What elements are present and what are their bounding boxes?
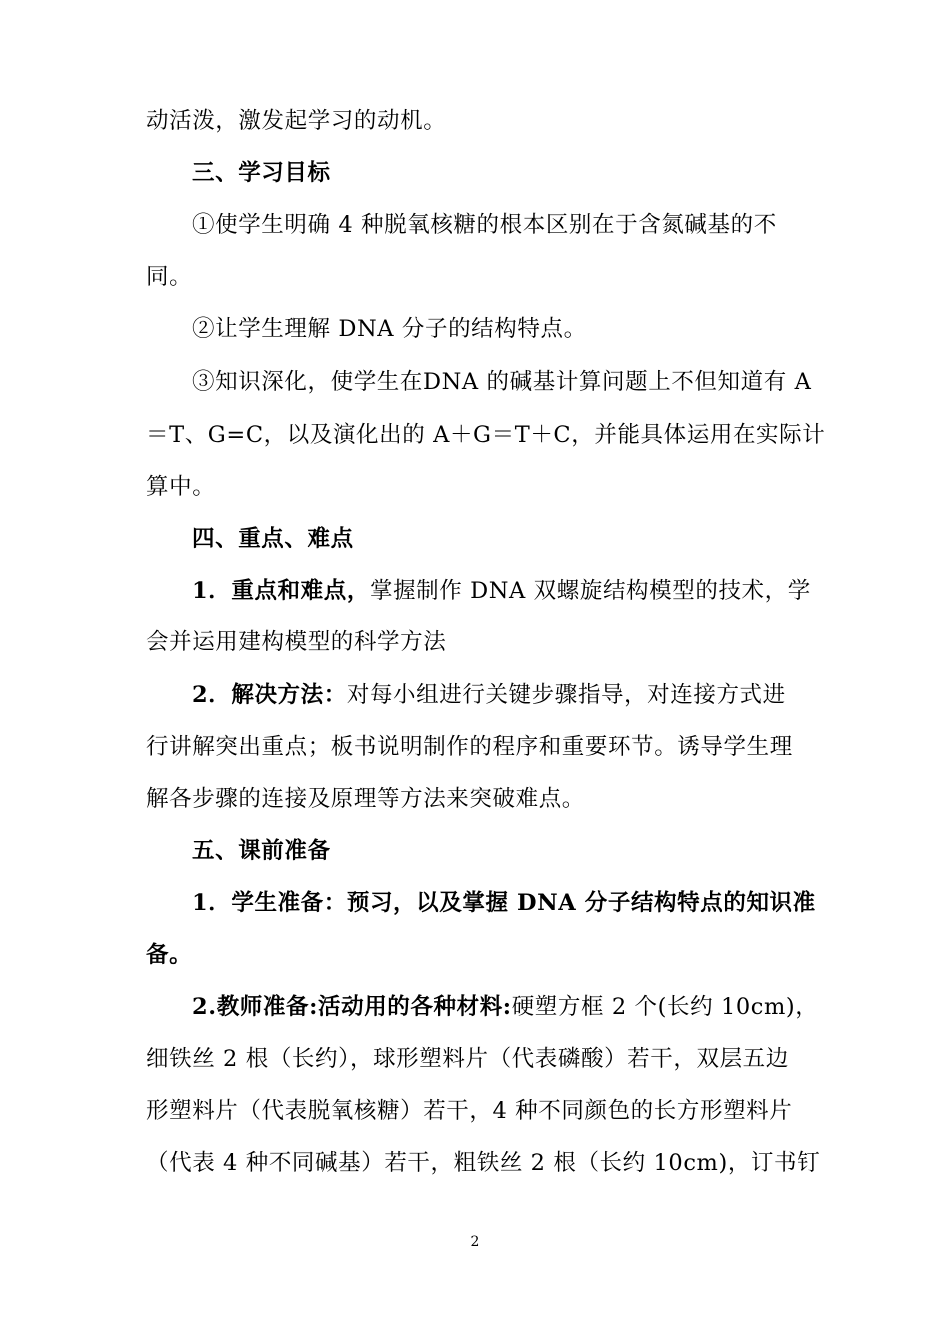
text-line: ＝T、G=C，以及演化出的 A＋G＝T＋C，并能具体运用在实际计 — [146, 422, 826, 448]
paragraph-text: 硬塑方框 2 个(长约 10cm)， — [511, 994, 819, 1020]
objective-item: ②让学生理解 DNA 分子的结构特点。 — [192, 316, 587, 342]
page-number: 2 — [470, 1234, 480, 1250]
text-line: 行讲解突出重点；板书说明制作的程序和重要环节。诱导学生理 — [146, 734, 793, 760]
text-line: 算中。 — [146, 474, 216, 500]
paragraph-lead: 2.教师准备:活动用的各种材料: — [192, 994, 512, 1020]
section-heading: 三、学习目标 — [192, 160, 331, 186]
paragraph-lead: 2．解决方法： — [192, 682, 347, 708]
text-line: 解各步骤的连接及原理等方法来突破难点。 — [146, 786, 585, 812]
paragraph-line — [192, 576, 811, 606]
paragraph-line: 1．学生准备：预习，以及掌握 DNA 分子结构特点的知识准 — [192, 890, 816, 916]
objective-item: ①使学生明确 4 种脱氧核糖的根本区别在于含氮碱基的不 — [192, 212, 777, 238]
text-line: 动活泼，激发起学习的动机。 — [146, 108, 447, 134]
paragraph-text: 对每小组进行关键步骤指导，对连接方式进 — [346, 682, 786, 708]
paragraph-line — [192, 992, 818, 1022]
paragraph-lead: 1．重点和难点， — [192, 578, 370, 604]
text-line: 同。 — [146, 264, 193, 290]
text-line: 备。 — [146, 942, 193, 968]
paragraph-text: 掌握制作 DNA 双螺旋结构模型的技术，学 — [369, 578, 811, 604]
text-line: 细铁丝 2 根（长约），球形塑料片（代表磷酸）若干，双层五边 — [146, 1046, 789, 1072]
section-heading: 五、课前准备 — [192, 838, 331, 864]
paragraph-line — [192, 680, 786, 710]
text-line: 会并运用建构模型的科学方法 — [146, 629, 447, 655]
text-line: 形塑料片（代表脱氧核糖）若干，4 种不同颜色的长方形塑料片 — [146, 1098, 793, 1124]
text-line: （代表 4 种不同碱基）若干，粗铁丝 2 根（长约 10cm)，订书钉 — [146, 1150, 821, 1176]
objective-item: ③知识深化，使学生在DNA 的碱基计算问题上不但知道有 A — [192, 369, 812, 395]
section-heading: 四、重点、难点 — [192, 526, 354, 552]
